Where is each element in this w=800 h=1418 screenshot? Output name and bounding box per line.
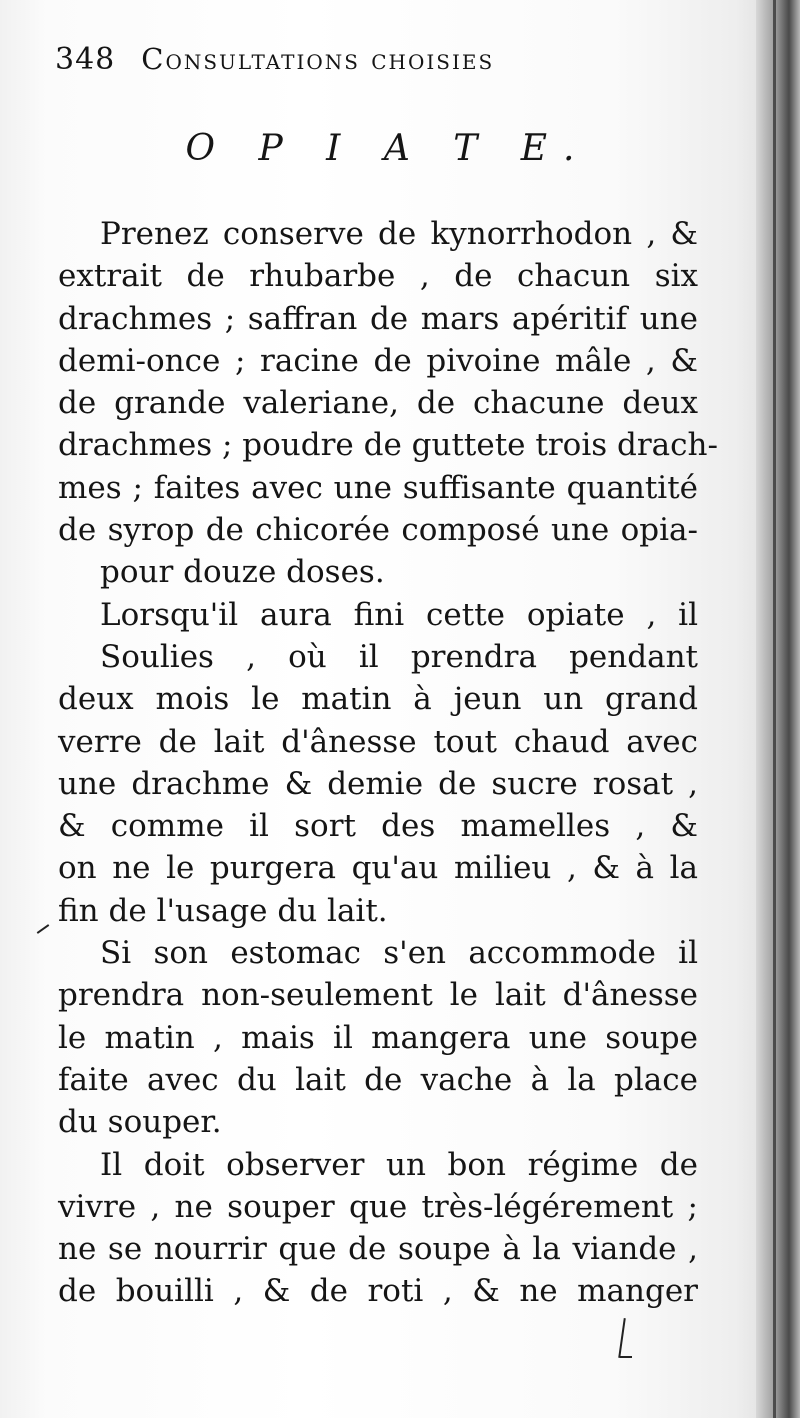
text-line: drachmes ; saffran de mars apéritif une [58, 300, 698, 337]
text-line: & comme il sort des mamelles , & [58, 808, 698, 845]
text-line: Soulies , où il prendra pendant [100, 638, 698, 675]
text-line: une drachme & demie de sucre rosat , [58, 765, 698, 802]
text-line: du souper. [58, 1104, 222, 1141]
text-line: verre de lait d'ânesse tout chaud avec [58, 723, 698, 760]
body-text [58, 213, 718, 1313]
running-head: Consultations choisies [141, 42, 495, 76]
text-line: ne se nourrir que de soupe à la viande , [58, 1231, 698, 1268]
text-line: vivre , ne souper que très-légérement ; [58, 1188, 698, 1225]
text-line: de grande valeriane, de chacune deux [58, 385, 698, 422]
binding-line [773, 0, 776, 1418]
text-line: de syrop de chicorée composé une opia- [58, 512, 698, 549]
text-line: on ne le purgera qu'au milieu , & à la [58, 850, 698, 887]
text-line: Il doit observer un bon régime de [100, 1146, 698, 1183]
text-line: deux mois le matin à jeun un grand [58, 681, 698, 718]
margin-mark [620, 1356, 632, 1358]
text-line: Prenez conserve de kynorrhodon , & [100, 216, 698, 252]
text-line: demi-once ; racine de pivoine mâle , & [58, 342, 698, 379]
text-line: extrait de rhubarbe , de chacun six [58, 258, 698, 295]
text-line: Lorsqu'il aura fini cette opiate , il [100, 596, 698, 633]
section-title: O P I A T E. [185, 128, 591, 169]
text-line: Si son estomac s'en accommode il [100, 935, 698, 972]
page-number: 348 [55, 42, 116, 77]
text-line: fin de l'usage du lait. [58, 892, 388, 929]
text-line: prendra non-seulement le lait d'ânesse [58, 977, 698, 1014]
text-line: de bouilli , & de roti , & ne manger [58, 1273, 698, 1310]
page-header [55, 42, 595, 90]
text-line: le matin , mais il mangera une soupe [58, 1019, 698, 1056]
text-line: faite avec du lait de vache à la place [58, 1061, 698, 1098]
page-edge-shadow [756, 0, 800, 1418]
text-line: mes ; faites avec une suffisante quantité [58, 469, 698, 506]
text-line: drachmes ; poudre de guttete trois drach- [58, 427, 718, 464]
text-line: pour douze doses. [100, 554, 385, 591]
